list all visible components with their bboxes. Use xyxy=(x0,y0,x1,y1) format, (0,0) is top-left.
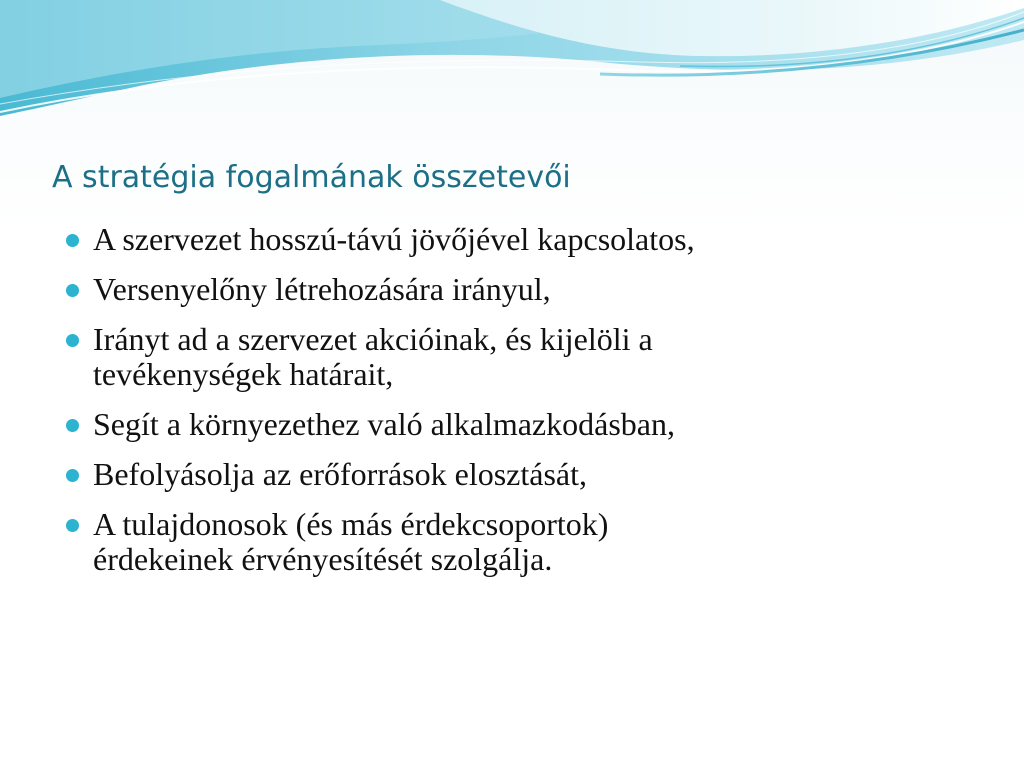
bullet-line: Segít a környezethez való alkalmazkodásban, xyxy=(93,406,675,442)
bullet-line: Befolyásolja az erőforrások elosztását, xyxy=(93,456,588,492)
bullet-dot-icon xyxy=(66,334,79,347)
bullet-line: tevékenységek határait, xyxy=(93,356,394,392)
bullet-dot-icon xyxy=(66,519,79,532)
bullet-item xyxy=(64,272,964,307)
bullet-item xyxy=(64,322,964,392)
bullet-list xyxy=(64,222,964,592)
bullet-line: A szervezet hosszú-távú jövőjével kapcsolatos, xyxy=(93,221,695,257)
bullet-dot-icon xyxy=(66,284,79,297)
bullet-item xyxy=(64,457,964,492)
bullet-line: érdekeinek érvényesítését szolgálja. xyxy=(93,541,553,577)
slide-title: A stratégia fogalmának összetevői xyxy=(52,160,571,195)
bullet-item xyxy=(64,507,964,577)
bullet-item xyxy=(64,222,964,257)
bullet-dot-icon xyxy=(66,469,79,482)
bullet-item xyxy=(64,407,964,442)
bullet-line: A tulajdonosok (és más érdekcsoportok) xyxy=(93,506,609,542)
wave-decoration xyxy=(0,0,1024,140)
bullet-dot-icon xyxy=(66,419,79,432)
bullet-line: Irányt ad a szervezet akcióinak, és kijelöli a xyxy=(93,321,653,357)
bullet-line: Versenyelőny létrehozására irányul, xyxy=(93,271,551,307)
bullet-dot-icon xyxy=(66,234,79,247)
